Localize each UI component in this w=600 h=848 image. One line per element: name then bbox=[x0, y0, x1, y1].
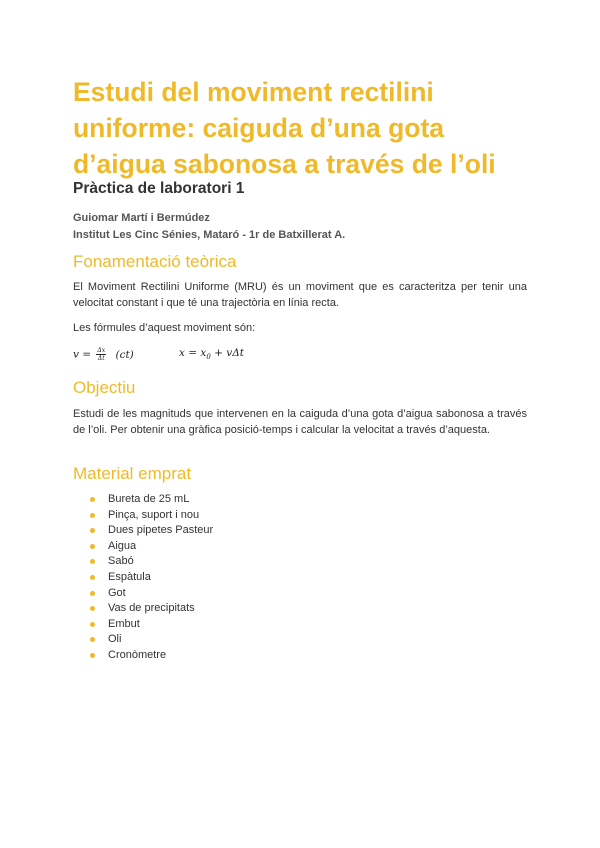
fraction-denominator: Δt bbox=[97, 355, 105, 362]
list-item-label: Vas de precipitats bbox=[108, 602, 195, 615]
list-item bbox=[73, 508, 213, 524]
formula-velocity-lhs: v = bbox=[73, 348, 92, 361]
bullet-icon bbox=[90, 606, 95, 611]
document-subtitle: Pràctica de laboratori 1 bbox=[73, 180, 245, 197]
list-item-label: Sabó bbox=[108, 555, 134, 568]
heading-objectiu: Objectiu bbox=[73, 378, 136, 397]
list-item-label: Got bbox=[108, 586, 126, 599]
document-title: Estudi del moviment rectilini uniforme: caiguda d’una gota d’aigua sabonosa a través de l’oli bbox=[73, 77, 496, 179]
bullet-icon bbox=[90, 544, 95, 549]
bullet-icon bbox=[90, 653, 95, 658]
list-item bbox=[73, 492, 213, 508]
formulas-intro: Les fórmules d’aquest moviment són: bbox=[73, 322, 256, 334]
formula-position bbox=[179, 347, 244, 361]
bullet-icon bbox=[90, 497, 95, 502]
list-item-label: Bureta de 25 mL bbox=[108, 493, 190, 505]
paragraph-fonamentacio: El Moviment Rectilini Uniforme (MRU) és un moviment que es caracteritza per tenir una velocitat constant i que té una trajectòria en línia recta. bbox=[73, 281, 527, 309]
bullet-icon bbox=[90, 559, 95, 564]
list-item bbox=[73, 632, 213, 648]
bullet-icon bbox=[90, 622, 95, 627]
formula-position-lhs: x = x bbox=[179, 347, 207, 359]
list-item bbox=[73, 554, 213, 570]
list-item bbox=[73, 617, 213, 633]
materials-list bbox=[73, 492, 213, 664]
author-name: Guiomar Martí i Bermúdez bbox=[73, 212, 210, 224]
list-item bbox=[73, 523, 213, 539]
heading-material: Material emprat bbox=[73, 464, 192, 483]
bullet-icon bbox=[90, 513, 95, 518]
bullet-icon bbox=[90, 575, 95, 580]
list-item bbox=[73, 570, 213, 586]
list-item-label: Embut bbox=[108, 617, 140, 630]
list-item-label: Cronòmetre bbox=[108, 648, 167, 661]
bullet-icon bbox=[90, 528, 95, 533]
fraction-numerator: Δx bbox=[97, 347, 106, 354]
bullet-icon bbox=[90, 637, 95, 642]
list-item-label: Dues pipetes Pasteur bbox=[108, 524, 214, 537]
formula-velocity-suffix: (ct) bbox=[115, 348, 134, 361]
paragraph-objectiu: Estudi de les magnituds que intervenen en la caiguda d’una gota d’aigua sabonosa a través de l’oli. Per obtenir una gràfica posició-temps i calcular la velocitat a través d’aquesta. bbox=[73, 408, 527, 436]
list-item-label: Aigua bbox=[108, 539, 137, 552]
author-institution: Institut Les Cinc Sénies, Mataró - 1r de Batxillerat A. bbox=[73, 229, 346, 241]
formula-velocity-fraction bbox=[96, 347, 106, 362]
formula-position-subscript: 0 bbox=[206, 353, 211, 362]
heading-fonamentacio: Fonamentació teòrica bbox=[73, 252, 237, 271]
list-item-label: Espàtula bbox=[108, 570, 151, 583]
list-item bbox=[73, 601, 213, 617]
list-item-label: Pinça, suport i nou bbox=[108, 508, 200, 521]
formula-position-rhs: + vΔt bbox=[210, 347, 245, 359]
list-item bbox=[73, 648, 213, 664]
list-item bbox=[73, 539, 213, 555]
author-block bbox=[73, 210, 345, 244]
bullet-icon bbox=[90, 591, 95, 596]
formula-velocity bbox=[73, 347, 134, 362]
list-item bbox=[73, 586, 213, 602]
list-item-label: Oli bbox=[108, 633, 122, 646]
